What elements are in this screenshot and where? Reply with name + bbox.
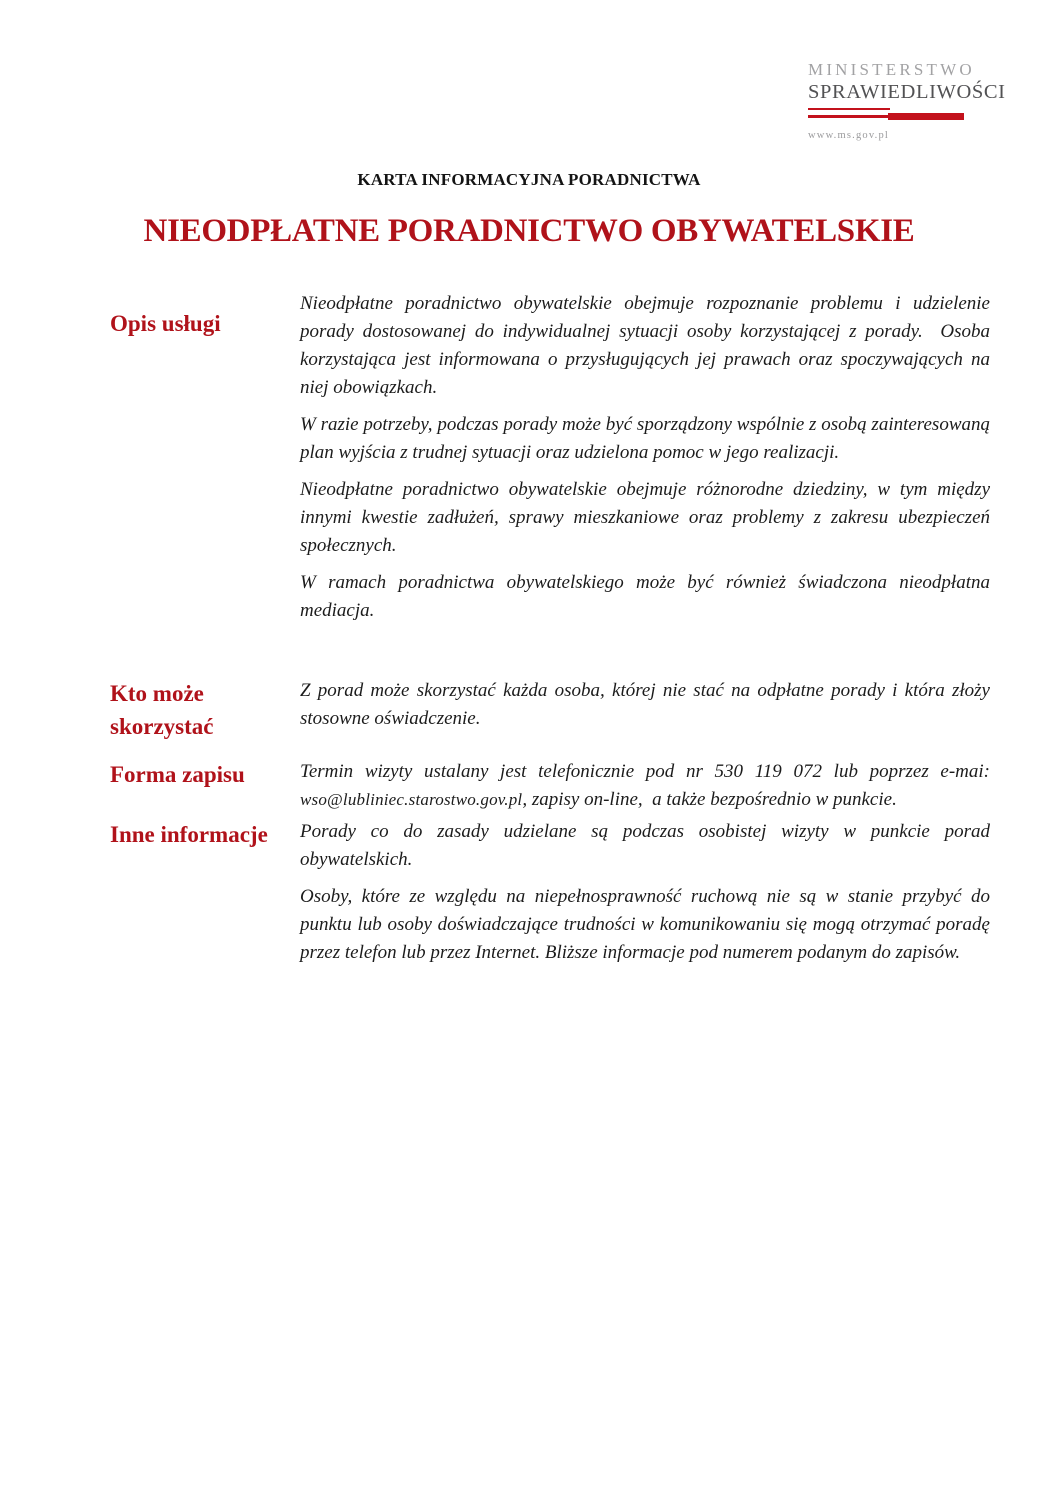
paragraph: Osoby, które ze względu na niepełnosprawność ruchową nie są w stanie przybyć do punktu lub osoby doświadczające trudności w komunikowaniu się mogą otrzymać poradę przez telefon lub przez Internet. Bliższe informacje pod numerem podanym do zapisów. <box>300 886 990 963</box>
paragraph <box>300 758 990 814</box>
document-title: NIEODPŁATNE PORADNICTWO OBYWATELSKIE <box>143 213 915 249</box>
section-label-forma-zapisu: Forma zapisu <box>110 762 245 787</box>
paragraph-text: , zapisy on-line, a także bezpośrednio w punkcie. <box>522 789 897 810</box>
section-label-opis-uslugi: Opis usługi <box>110 311 221 336</box>
logo-website-url: www.ms.gov.pl <box>808 130 890 141</box>
document-kicker: KARTA INFORMACYJNA PORADNICTWA <box>357 170 701 189</box>
paragraph: Z porad może skorzystać każda osoba, której nie stać na odpłatne porady i która złoży stosowne oświadczenie. <box>300 680 990 729</box>
section-forma-zapisu <box>110 758 990 814</box>
section-body-kto-moze-skorzystac <box>300 677 990 743</box>
ministry-logo <box>808 60 1006 141</box>
ribbon-red-band <box>888 112 964 120</box>
paragraph: W razie potrzeby, podczas porady może być sporządzony wspólnie z osobą zainteresowaną plan wyjścia z trudnej sytuacji oraz udzielona pomoc w jego realizacji. <box>300 414 990 463</box>
paragraph: Nieodpłatne poradnictwo obywatelskie obejmuje różnorodne dziedziny, w tym między innymi kwestie zadłużeń, sprawy mieszkaniowe oraz problemy z zakresu ubezpieczeń społecznych. <box>300 479 990 556</box>
paragraph-text: Termin wizyty ustalany jest telefonicznie pod nr 530 119 072 lub poprzez e-mai: <box>300 761 990 782</box>
ribbon-white-band <box>808 108 890 118</box>
section-inne-informacje <box>110 818 990 967</box>
section-label-inne-informacje: Inne informacje <box>110 822 268 847</box>
document-content <box>0 290 1058 967</box>
flag-ribbon-icon <box>808 108 968 123</box>
logo-sprawiedliwosci-text: SPRAWIEDLIWOŚCI <box>808 81 1006 103</box>
logo-ministerstwo-text: MINISTERSTWO <box>808 60 975 79</box>
email-address: wso@lubliniec.starostwo.gov.pl <box>300 790 523 809</box>
section-label-kto-moze-skorzystac: Kto może skorzystać <box>110 681 214 739</box>
section-body-forma-zapisu <box>300 758 990 814</box>
section-opis-uslugi <box>110 290 990 625</box>
section-body-inne-informacje <box>300 818 990 967</box>
section-kto-moze-skorzystac <box>110 677 990 743</box>
paragraph: W ramach poradnictwa obywatelskiego może być również świadczona nieodpłatna mediacja. <box>300 572 990 621</box>
paragraph: Porady co do zasady udzielane są podczas osobistej wizyty w punkcie porad obywatelskich. <box>300 821 990 870</box>
paragraph: Nieodpłatne poradnictwo obywatelskie obejmuje rozpoznanie problemu i udzielenie porady dostosowanej do indywidualnej sytuacji osoby korzystającej z porady. Osoba korzystająca jest informowana o przysługujących jej prawach oraz spoczywających na niej obowiązkach. <box>300 293 990 398</box>
section-body-opis-uslugi <box>300 290 990 625</box>
